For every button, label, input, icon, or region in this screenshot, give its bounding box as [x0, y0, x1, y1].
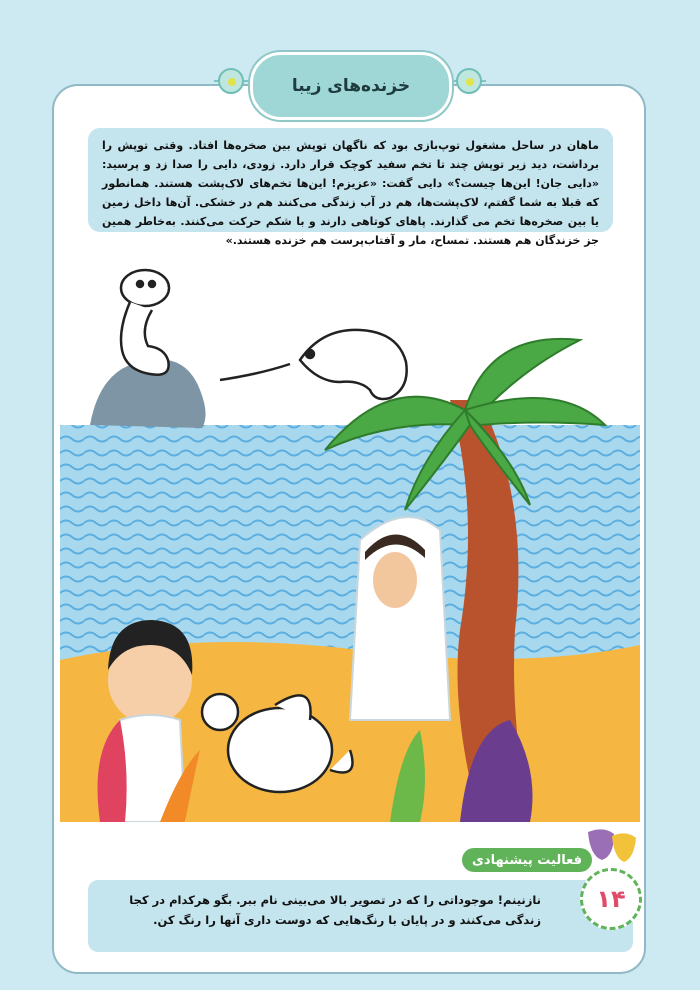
story-box — [88, 128, 613, 247]
flower-icon-right — [456, 68, 482, 94]
page-title-pill — [250, 52, 452, 120]
page-number-badge — [580, 868, 642, 930]
theater-masks-icon — [584, 826, 640, 866]
activity-box — [88, 880, 633, 952]
illustration-svg — [60, 250, 640, 822]
activity-label-text: فعالیت پیشنهادی — [472, 852, 582, 868]
activity-text: نازنینم! موجوداتی را که در تصویر بالا می‌بینی نام ببر. بگو هرکدام در کجا زندگی می‌کنند و در پایان با رنگ‌هایی که دوست داری آنها را رنگ کن. — [129, 893, 541, 927]
story-text: ماهان در ساحل مشغول توپ‌بازی بود که ناگهان توپش بین صخره‌ها افتاد. وقتی توپش را برداشت، دید زیر توپش چند تا تخم سفید کوچک قرار دارد. زودی، دایی را صدا زد و پرسید: «دایی جان! این‌ها چیست؟» دایی گفت: «عزیزم! این‌ها تخم‌های لاک‌پشت هستند. همانطور که قبلا به شما گفتم، لاک‌پشت‌ها، هم در آب زندگی می‌کنند هم در خشکی. آن‌ها داخل زمین یا بین صخره‌ها تخم می گذارند. پاهای کوتاهی دارند و با شکم حرکت می‌کنند. به‌خاطر همین جز خزندگان هم هستند. تمساح، مار و آفتاب‌پرست هم خزنده هستند.» — [102, 139, 599, 247]
flower-icon-left — [218, 68, 244, 94]
page-title: خزنده‌های زیبا — [291, 76, 411, 96]
page-number: ۱۴ — [596, 885, 626, 913]
snake — [121, 270, 169, 375]
chameleon — [220, 330, 407, 399]
illustration — [60, 250, 640, 822]
activity-label — [462, 848, 592, 872]
man — [350, 517, 450, 720]
